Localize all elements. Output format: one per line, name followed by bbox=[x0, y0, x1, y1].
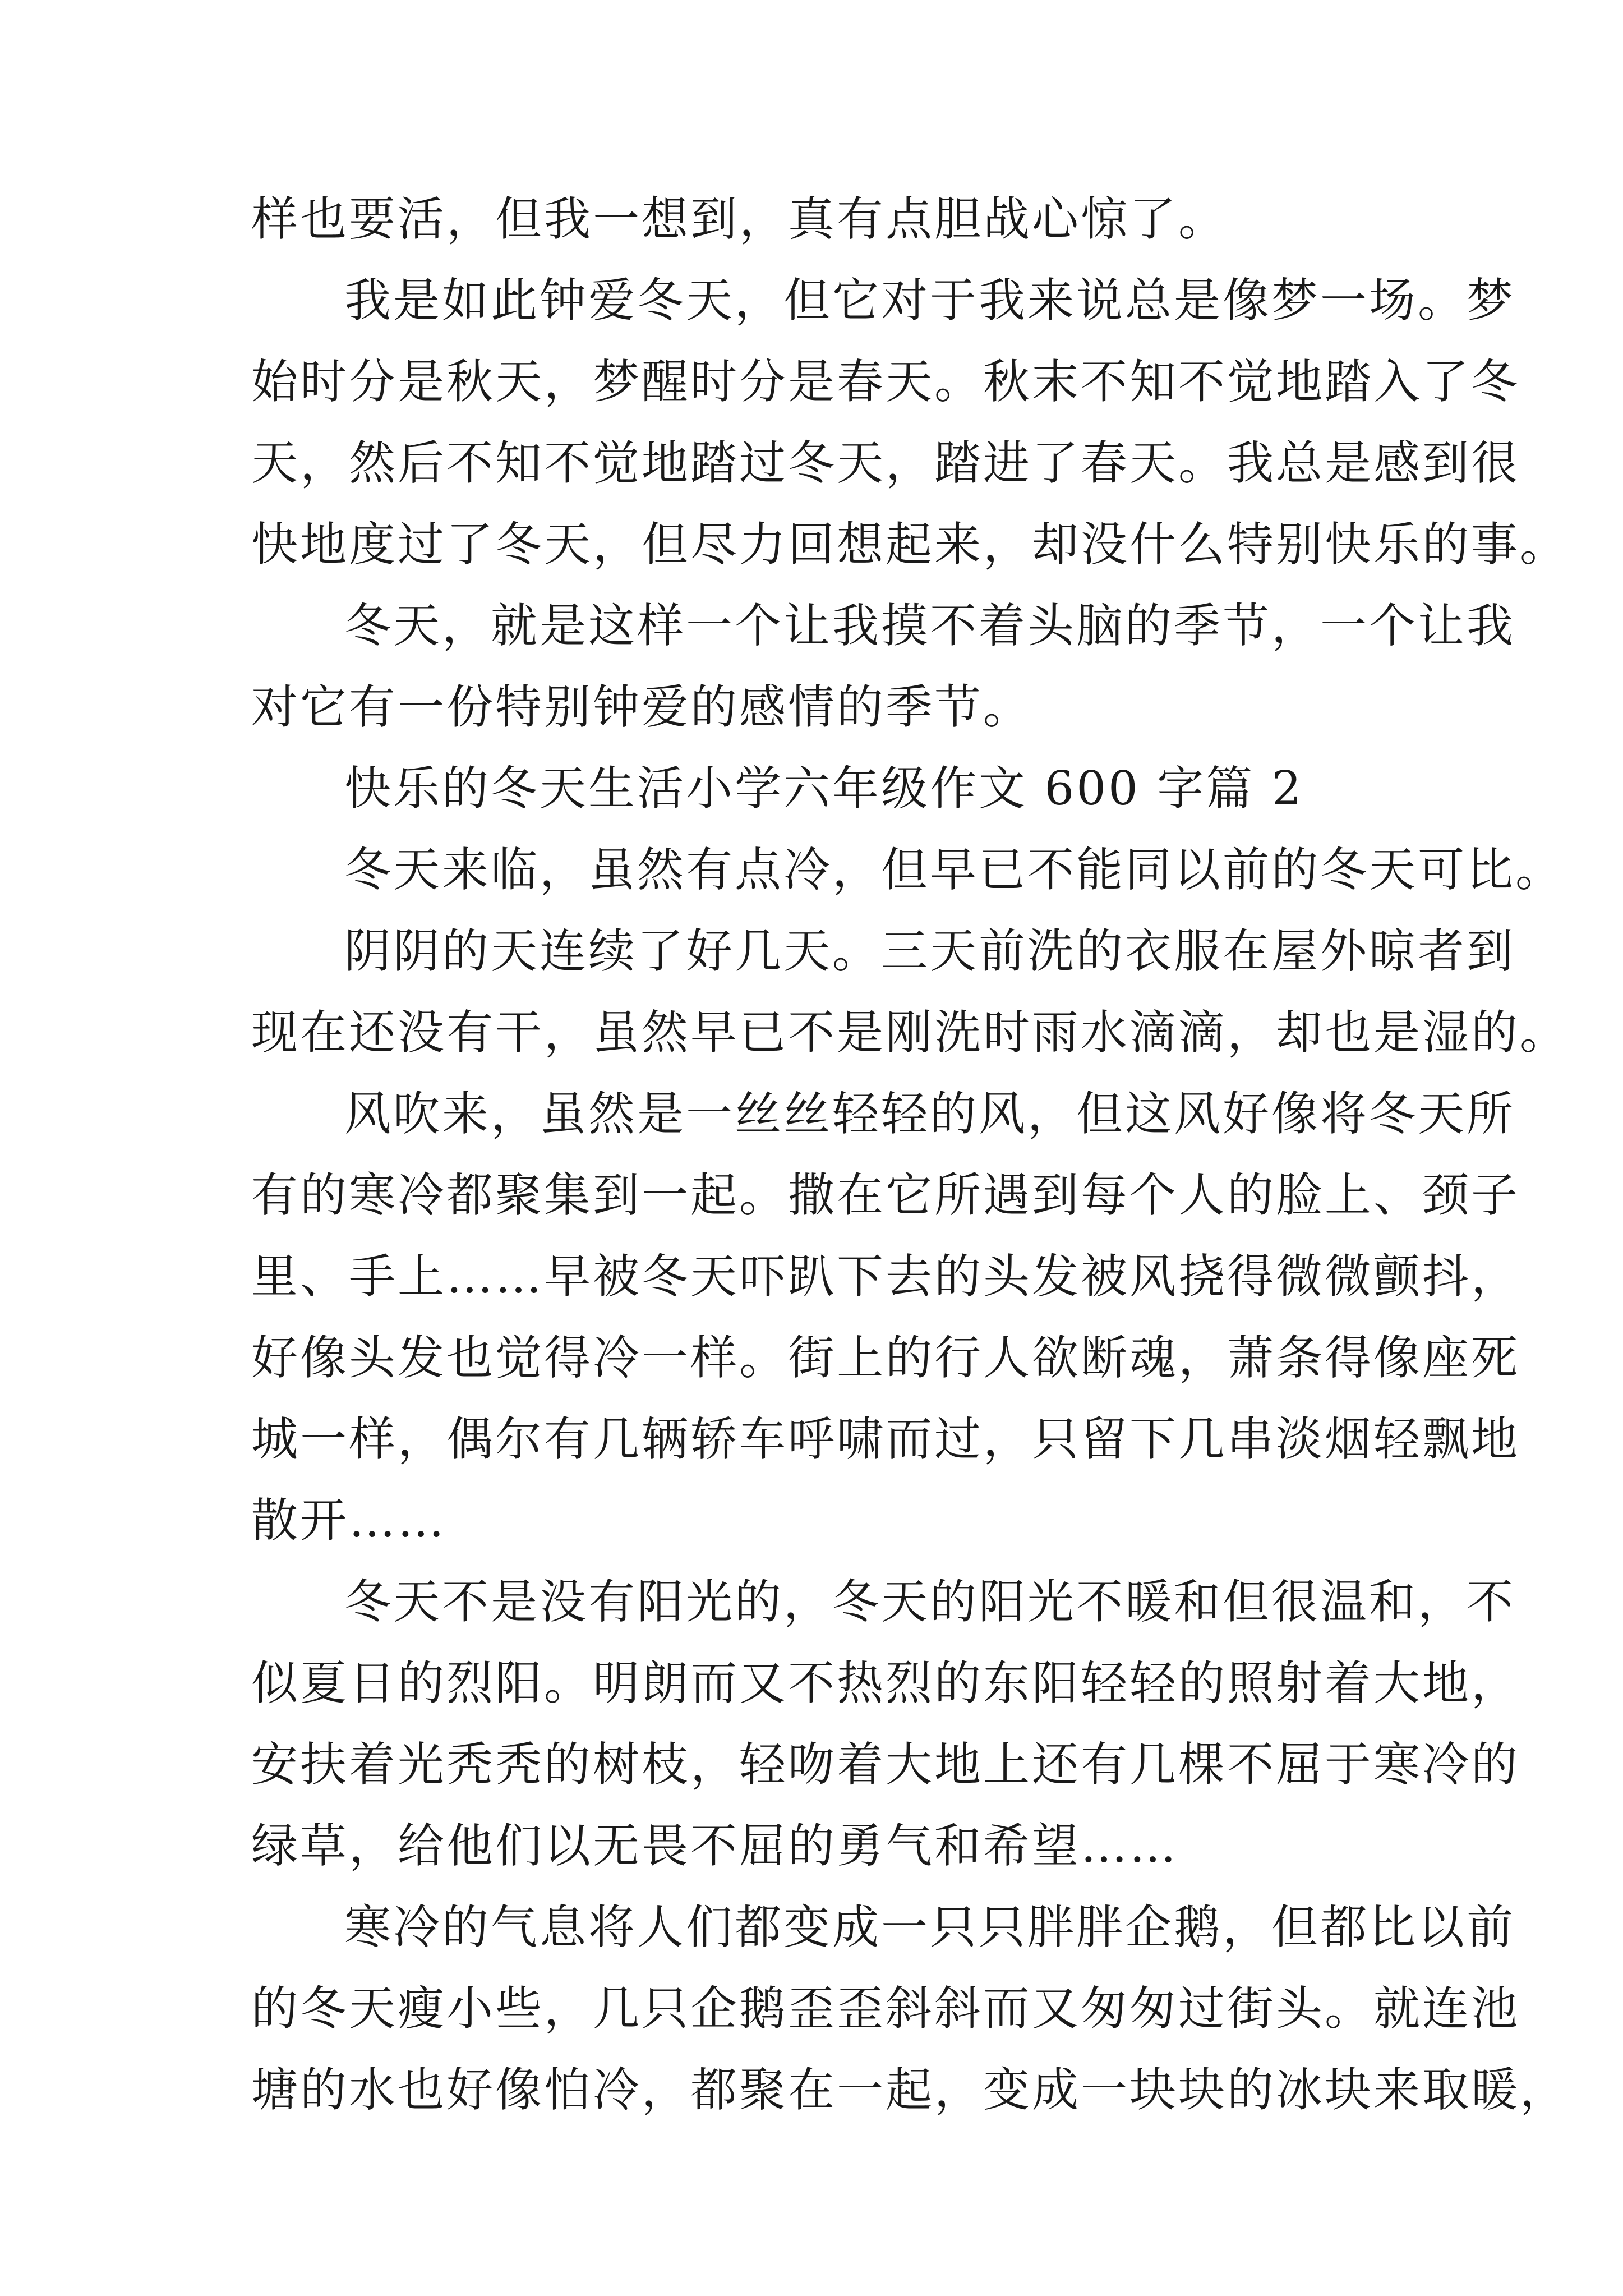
text-line: 我是如此钟爱冬天，但它对于我来说总是像梦一场。梦 bbox=[344, 273, 1515, 328]
text-line: 冬天不是没有阳光的，冬天的阳光不暖和但很温和，不 bbox=[344, 1575, 1515, 1629]
body-text bbox=[251, 178, 1569, 2131]
text-line: 安扶着光秃秃的树枝，轻吻着大地上还有几棵不屈于寒冷的 bbox=[251, 1737, 1520, 1792]
text-line: 好像头发也觉得冷一样。街上的行人欲断魂，萧条得像座死 bbox=[251, 1331, 1520, 1385]
text-line: 现在还没有干，虽然早已不是刚洗时雨水滴滴，却也是湿的。 bbox=[251, 1005, 1569, 1060]
text-line: 里、手上……早被冬天吓趴下去的头发被风挠得微微颤抖， bbox=[251, 1249, 1520, 1304]
text-line: 对它有一份特别钟爱的感情的季节。 bbox=[251, 680, 1032, 734]
text-line: 天，然后不知不觉地踏过冬天，踏进了春天。我总是感到很 bbox=[251, 436, 1520, 490]
text-line: 绿草，给他们以无畏不屈的勇气和希望…… bbox=[251, 1819, 1178, 1873]
text-line: 城一样，偶尔有几辆轿车呼啸而过，只留下几串淡烟轻飘地 bbox=[251, 1412, 1520, 1466]
text-line: 风吹来，虽然是一丝丝轻轻的风，但这风好像将冬天所 bbox=[344, 1087, 1515, 1141]
text-line: 阴阴的天连续了好几天。三天前洗的衣服在屋外晾者到 bbox=[344, 924, 1515, 978]
text-line: 始时分是秋天，梦醒时分是春天。秋末不知不觉地踏入了冬 bbox=[251, 355, 1520, 409]
text-line: 塘的水也好像怕冷，都聚在一起，变成一块块的冰块来取暖， bbox=[251, 2063, 1569, 2117]
text-line: 有的寒冷都聚集到一起。撒在它所遇到每个人的脸上、颈子 bbox=[251, 1168, 1520, 1222]
text-line: 样也要活，但我一想到，真有点胆战心惊了。 bbox=[251, 192, 1227, 246]
text-line: 似夏日的烈阳。明朗而又不热烈的东阳轻轻的照射着大地， bbox=[251, 1656, 1520, 1710]
text-line: 快乐的冬天生活小学六年级作文 600 字篇 2 bbox=[344, 761, 1304, 816]
text-line: 冬天来临，虽然有点冷，但早已不能同以前的冬天可比。 bbox=[344, 843, 1564, 897]
text-line: 快地度过了冬天，但尽力回想起来，却没什么特别快乐的事。 bbox=[251, 517, 1569, 572]
text-line: 冬天，就是这样一个让我摸不着头脑的季节，一个让我 bbox=[344, 599, 1515, 653]
text-line: 散开…… bbox=[251, 1493, 446, 1548]
text-line: 的冬天瘦小些，几只企鹅歪歪斜斜而又匆匆过街头。就连池 bbox=[251, 1981, 1520, 2036]
text-line: 寒冷的气息将人们都变成一只只胖胖企鹅，但都比以前 bbox=[344, 1900, 1515, 1954]
